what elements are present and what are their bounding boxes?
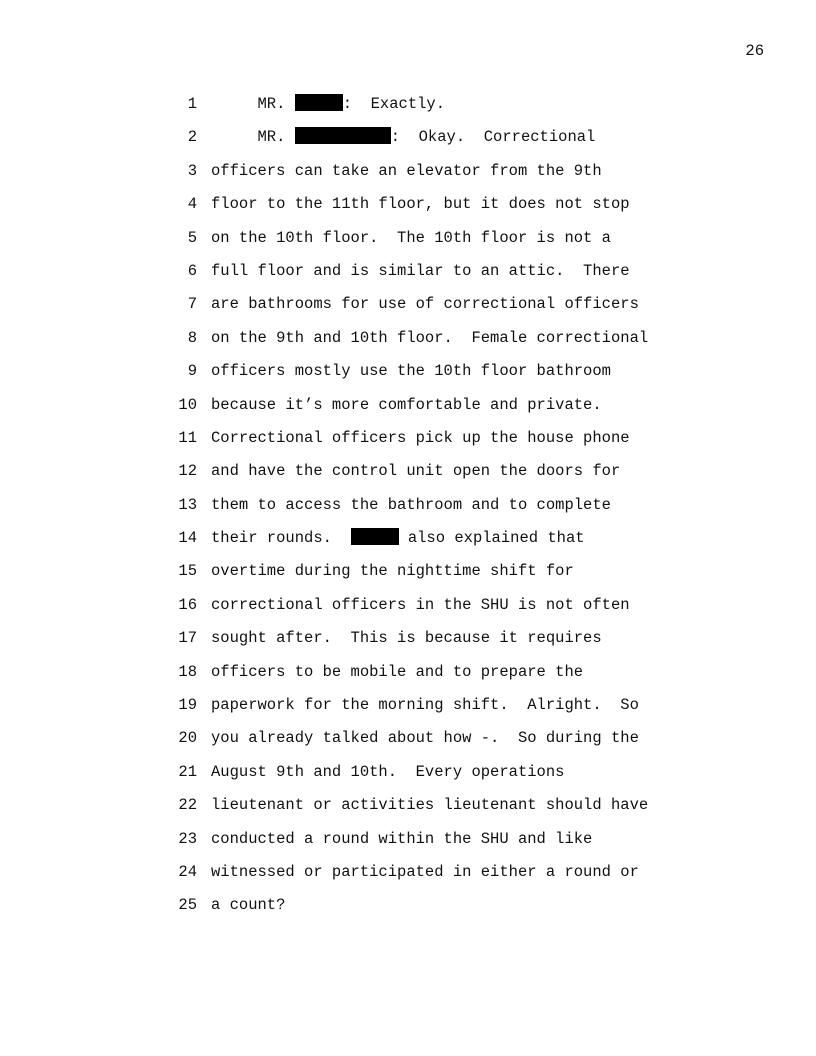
line-text xyxy=(211,827,592,851)
transcript-line xyxy=(0,893,816,926)
line-text-segment: officers mostly use the 10th floor bathroom xyxy=(211,362,611,381)
line-text-segment: also explained that xyxy=(398,529,585,548)
transcript-line xyxy=(0,292,816,325)
line-text xyxy=(211,259,630,283)
line-text-segment: August 9th and 10th. Every operations xyxy=(211,762,565,781)
line-text xyxy=(211,526,585,550)
line-number: 5 xyxy=(187,228,197,247)
line-text-segment: lieutenant or activities lieutenant should have xyxy=(211,796,649,815)
line-number: 16 xyxy=(178,595,197,614)
line-number: 24 xyxy=(178,862,197,881)
transcript-line xyxy=(0,259,816,292)
line-text xyxy=(211,593,630,617)
line-text-segment: are bathrooms for use of correctional officers xyxy=(211,295,639,314)
line-text-segment: you already talked about how -. So during the xyxy=(211,729,639,748)
transcript-line xyxy=(0,526,816,559)
transcript-line xyxy=(0,192,816,225)
line-number: 25 xyxy=(178,896,197,915)
transcript-line xyxy=(0,226,816,259)
transcript-line xyxy=(0,393,816,426)
line-text xyxy=(211,326,648,350)
line-text-segment: them to access the bathroom and to complete xyxy=(211,495,611,514)
line-text xyxy=(211,626,602,650)
line-number: 20 xyxy=(178,729,197,748)
line-text xyxy=(211,359,611,383)
line-text-segment: their rounds. xyxy=(211,529,351,548)
line-text xyxy=(211,226,611,250)
line-number: 19 xyxy=(178,696,197,715)
transcript-line xyxy=(0,693,816,726)
transcript-line xyxy=(0,626,816,659)
line-text xyxy=(211,159,602,183)
line-text-segment: : Exactly. xyxy=(342,95,446,113)
line-text-segment: full floor and is similar to an attic. There xyxy=(211,261,630,280)
line-text-segment: floor to the 11th floor, but it does not stop xyxy=(211,195,630,214)
line-text xyxy=(211,459,620,483)
redaction-block xyxy=(295,127,391,144)
transcript-line xyxy=(0,860,816,893)
line-text xyxy=(211,559,574,583)
line-text-segment: a count? xyxy=(211,896,286,915)
line-text-segment: overtime during the nighttime shift for xyxy=(211,562,574,581)
transcript-line xyxy=(0,793,816,826)
line-number: 7 xyxy=(187,295,197,314)
line-number: 12 xyxy=(178,462,197,481)
transcript-line xyxy=(0,593,816,626)
line-text-segment: sought after. This is because it requires xyxy=(211,629,602,648)
line-text xyxy=(211,426,630,450)
transcript-line xyxy=(0,660,816,693)
line-text-segment: : Okay. Correctional xyxy=(390,128,596,147)
line-text-segment: on the 10th floor. The 10th floor is not a xyxy=(211,228,611,247)
line-text xyxy=(211,760,564,784)
line-number: 17 xyxy=(178,629,197,648)
line-text xyxy=(211,693,639,717)
transcript-lines xyxy=(0,92,816,927)
line-number: 14 xyxy=(178,529,197,548)
line-number: 6 xyxy=(187,261,197,280)
line-text xyxy=(211,292,639,316)
line-text xyxy=(211,493,611,517)
transcript-line xyxy=(0,459,816,492)
line-number: 22 xyxy=(178,796,197,815)
line-text-segment: paperwork for the morning shift. Alright. So xyxy=(211,696,639,715)
line-number: 8 xyxy=(187,328,197,347)
transcript-line xyxy=(0,426,816,459)
line-text xyxy=(211,125,595,149)
line-number: 23 xyxy=(178,829,197,848)
transcript-line xyxy=(0,159,816,192)
transcript-line xyxy=(0,326,816,359)
line-text-segment: conducted a round within the SHU and like xyxy=(211,829,593,848)
line-number: 13 xyxy=(178,495,197,514)
redaction-block xyxy=(295,94,343,111)
line-text xyxy=(211,793,648,817)
line-text-segment: because it’s more comfortable and private. xyxy=(211,395,602,414)
line-text-segment: correctional officers in the SHU is not often xyxy=(211,595,630,614)
transcript-line xyxy=(0,726,816,759)
line-number: 2 xyxy=(187,128,197,147)
line-number: 1 xyxy=(187,95,197,113)
transcript-line xyxy=(0,125,816,158)
line-number: 10 xyxy=(178,395,197,414)
line-number: 21 xyxy=(178,762,197,781)
line-text-segment: Correctional officers pick up the house phone xyxy=(211,428,630,447)
transcript-line xyxy=(0,493,816,526)
line-number: 3 xyxy=(187,161,197,180)
line-text xyxy=(211,92,445,116)
line-text xyxy=(211,726,639,750)
transcript-line xyxy=(0,827,816,860)
line-text-segment: MR. xyxy=(211,128,295,147)
line-number: 15 xyxy=(178,562,197,581)
line-text xyxy=(211,660,583,684)
line-number: 4 xyxy=(187,195,197,214)
line-text xyxy=(211,860,639,884)
redaction-block xyxy=(351,528,399,545)
line-number: 18 xyxy=(178,662,197,681)
line-text-segment: officers can take an elevator from the 9th xyxy=(211,161,602,180)
line-text-segment: witnessed or participated in either a round or xyxy=(211,862,639,881)
line-number: 9 xyxy=(187,362,197,381)
transcript-line xyxy=(0,760,816,793)
line-text xyxy=(211,393,602,417)
line-text-segment: MR. xyxy=(211,95,295,113)
line-text xyxy=(211,893,285,917)
page-number: 26 xyxy=(745,42,764,60)
transcript-line xyxy=(0,92,816,125)
line-text-segment: and have the control unit open the doors for xyxy=(211,462,621,481)
line-text xyxy=(211,192,630,216)
transcript-line xyxy=(0,559,816,592)
line-number: 11 xyxy=(178,428,197,447)
line-text-segment: officers to be mobile and to prepare the xyxy=(211,662,584,681)
line-text-segment: on the 9th and 10th floor. Female correctional xyxy=(211,328,649,347)
transcript-line xyxy=(0,359,816,392)
